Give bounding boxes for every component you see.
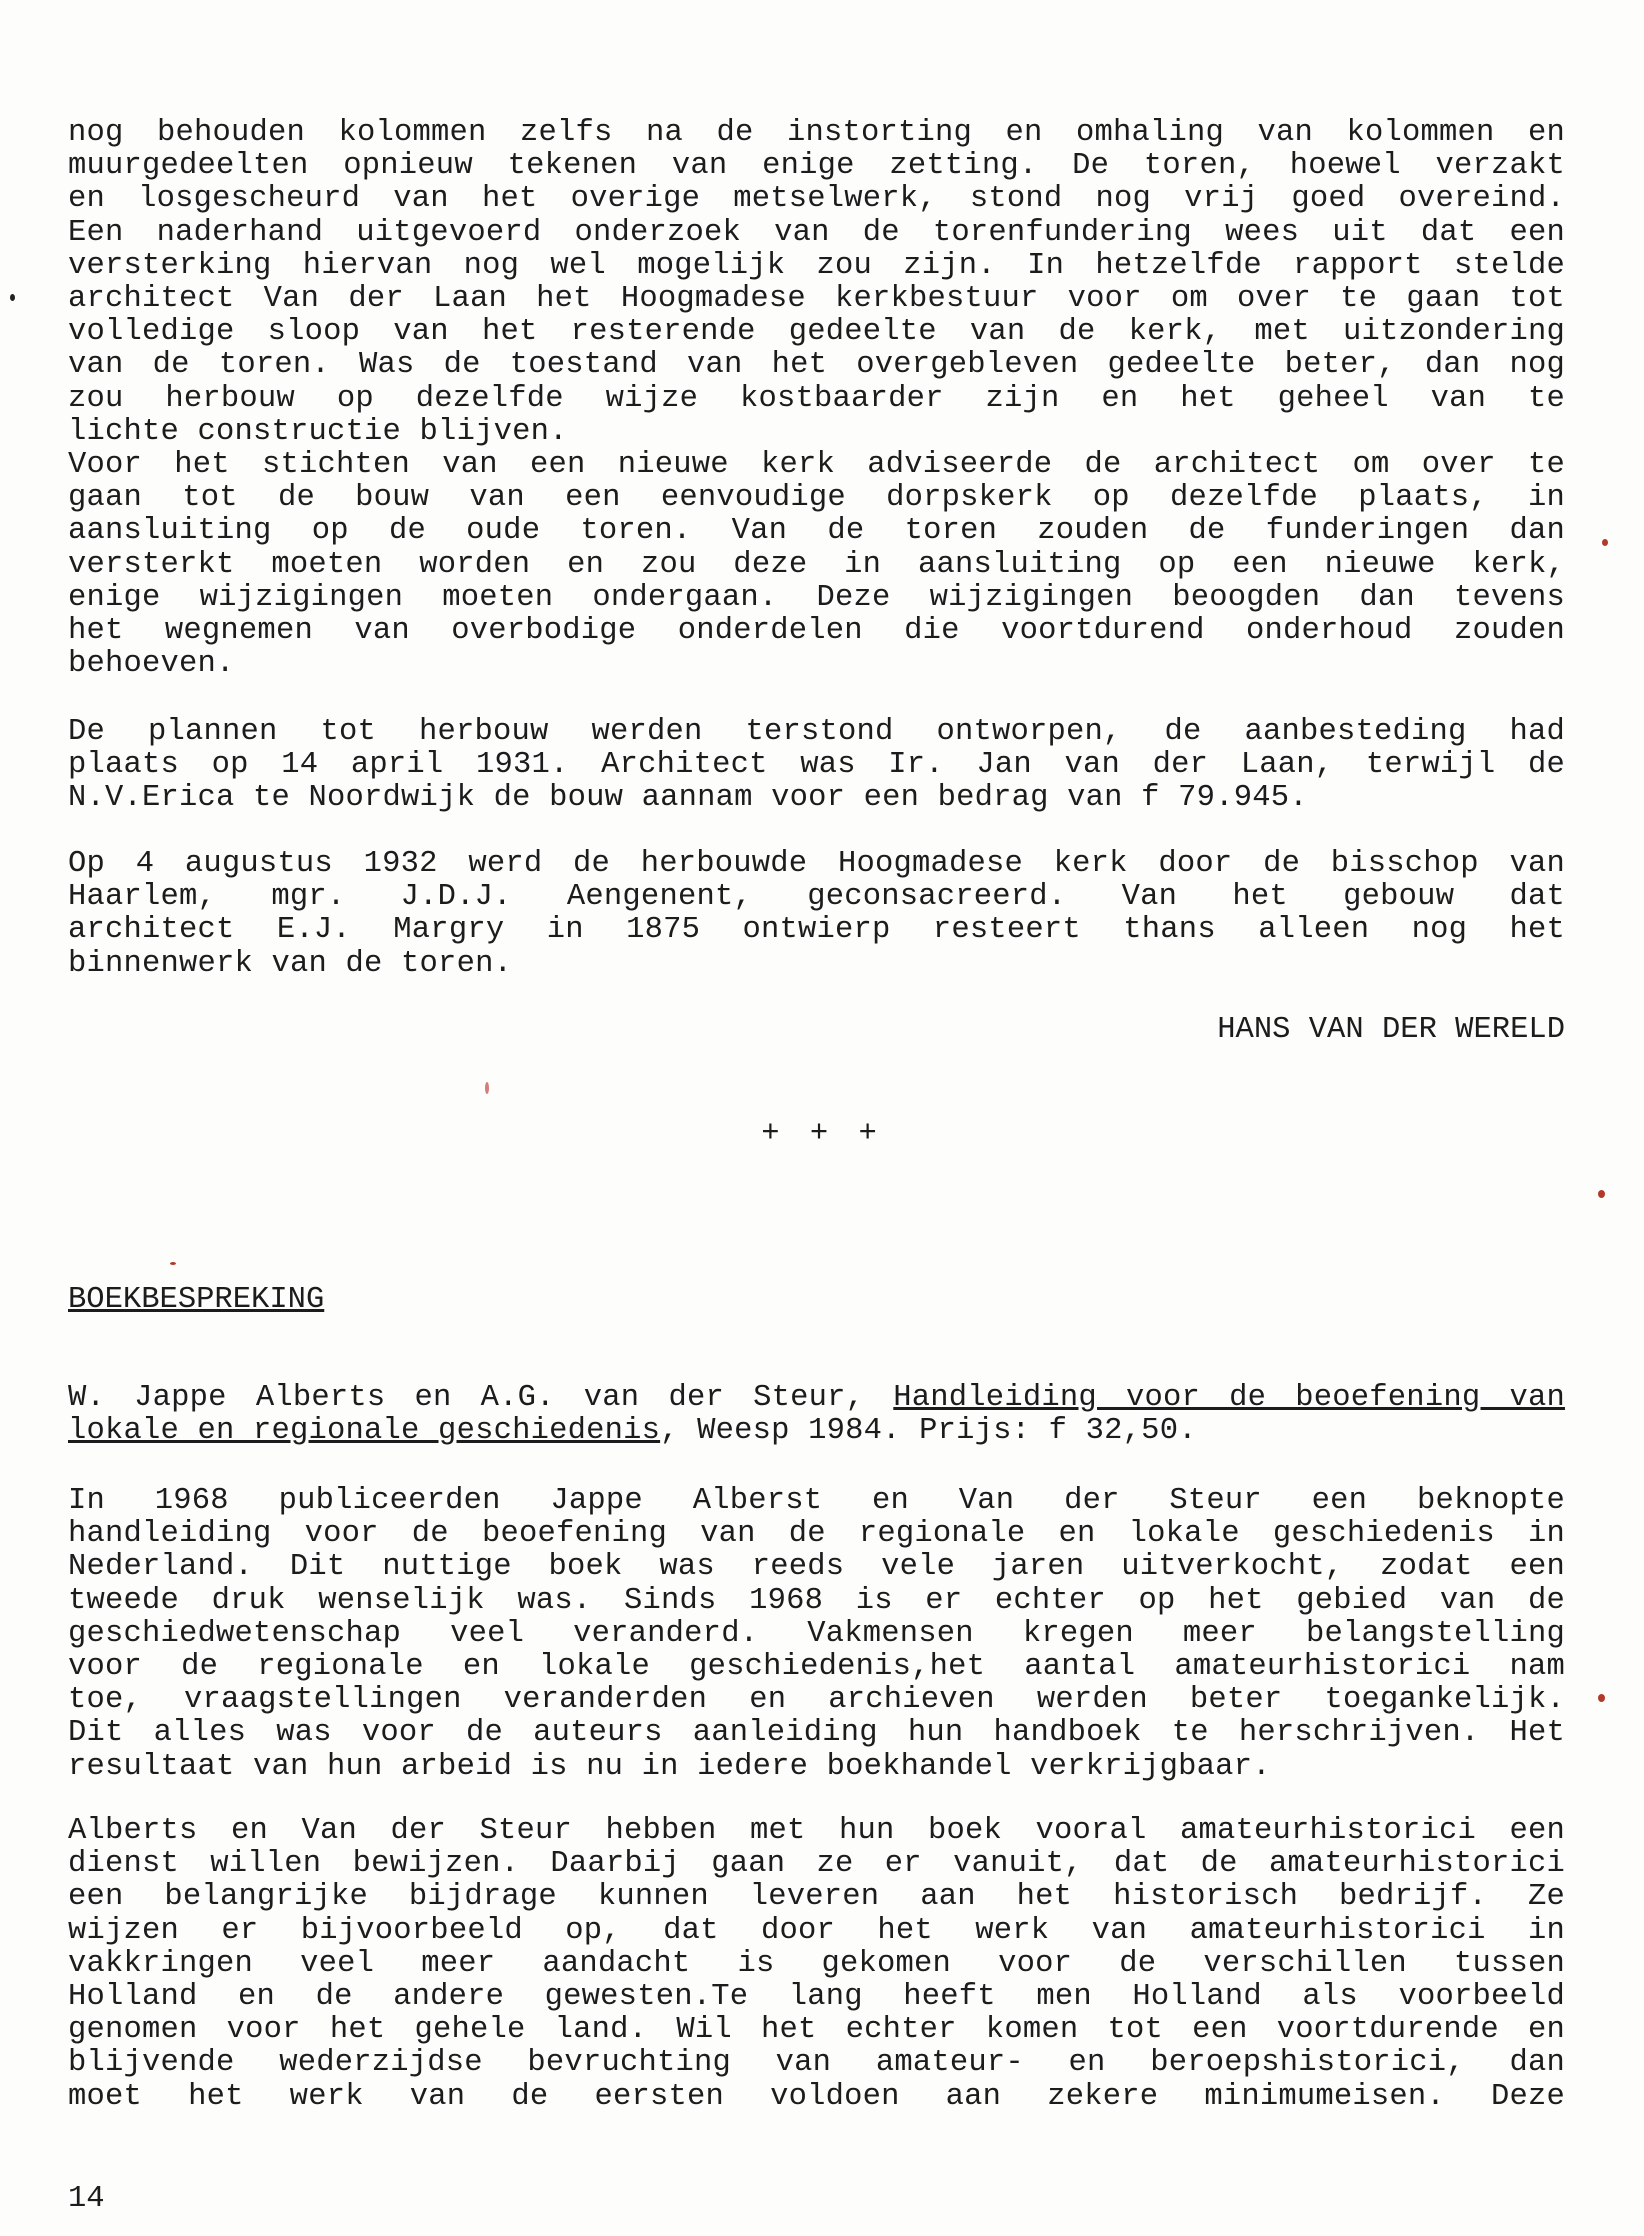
text-line: van de toren. Was de toestand van het overgebleven gedeelte beter, dan nog [68,349,1565,383]
text-line: blijvende wederzijdse bevruchting van amateur- en beroepshistorici, dan [68,2047,1565,2081]
text-line: handleiding voor de beoefening van de regionale en lokale geschiedenis in [68,1518,1565,1552]
text-line: genomen voor het gehele land. Wil het echter komen tot een voortdurende en [68,2014,1565,2048]
text-line: In 1968 publiceerden Jappe Alberst en Van der Steur een beknopte [68,1485,1565,1518]
citation-authors: W. Jappe Alberts en A.G. van der Steur, [68,1382,865,1415]
text-line: geschiedwetenschap veel veranderd. Vakmensen kregen meer belangstelling [68,1617,1565,1651]
ink-speck [485,1082,489,1094]
text-line: vakkringen veel meer aandacht is gekomen voor de verschillen tussen [68,1947,1565,1981]
text-line: Nederland. Dit nuttige boek was reeds vele jaren uitverkocht, zodat een [68,1551,1565,1585]
text-line: Holland en de andere gewesten.Te lang heeft men Holland als voorbeeld [68,1981,1565,2015]
text-line: Dit alles was voor de auteurs aanleiding hun handboek te herschrijven. Het [68,1717,1565,1751]
paragraph-6 [68,1815,1565,2114]
paragraph-5 [68,1485,1565,1784]
citation-rest: , Weesp 1984. Prijs: f 32,50. [660,1415,1197,1449]
text-line: N.V.Erica te Noordwijk de bouw aannam voor een bedrag van f 79.945. [68,782,1308,816]
text-line: enige wijzigingen moeten ondergaan. Deze wijzigingen beoogden dan tevens [68,581,1565,615]
ink-speck [1598,1694,1605,1702]
text-line: architect E.J. Margry in 1875 ontwierp resteert thans alleen nog het [68,914,1565,948]
text-line: Op 4 augustus 1932 werd de herbouwde Hoogmadese kerk door de bisschop van [68,848,1565,881]
text-line: Een naderhand uitgevoerd onderzoek van de torenfundering wees uit dat een [68,216,1565,250]
text-line: versterking hiervan nog wel mogelijk zou zijn. In hetzelfde rapport stelde [68,249,1565,283]
section-heading: BOEKBESPREKING [68,1283,325,1317]
paragraph-4 [68,848,1565,981]
text-line: gaan tot de bouw van een eenvoudige dorpskerk op dezelfde plaats, in [68,482,1565,516]
text-line: en losgescheurd van het overige metselwerk, stond nog vrij goed overeind. [68,183,1565,217]
author-signature: HANS VAN DER WERELD [1217,1013,1565,1047]
text-line: plaats op 14 april 1931. Architect was Ir. Jan van der Laan, terwijl de [68,749,1565,783]
paragraph-3 [68,716,1565,816]
ink-speck [10,294,15,301]
paragraph-1 [68,117,1565,449]
text-line: binnenwerk van de toren. [68,947,513,981]
text-line: nog behouden kolommen zelfs na de instorting en omhaling van kolommen en [68,117,1565,150]
text-line: dienst willen bewijzen. Daarbij gaan ze er vanuit, dat de amateurhistorici [68,1848,1565,1882]
ink-speck [1598,1190,1605,1198]
citation-title-line2: lokale en regionale geschiedenis [68,1415,661,1449]
text-line: wijzen er bijvoorbeeld op, dat door het werk van amateurhistorici in [68,1914,1565,1948]
text-line: het wegnemen van overbodige onderdelen die voortdurend onderhoud zouden [68,615,1565,649]
page-number: 14 [68,2182,105,2216]
text-line: Alberts en Van der Steur hebben met hun boek vooral amateurhistorici een [68,1815,1565,1848]
text-line: zou herbouw op dezelfde wijze kostbaarder zijn en het geheel van te [68,382,1565,416]
text-line: tweede druk wenselijk was. Sinds 1968 is er echter op het gebied van de [68,1584,1565,1618]
paragraph-2 [68,449,1565,681]
text-line: Haarlem, mgr. J.D.J. Aengenent, geconsacreerd. Van het gebouw dat [68,881,1565,915]
text-line: voor de regionale en lokale geschiedenis,het aantal amateurhistorici nam [68,1651,1565,1685]
text-line: een belangrijke bijdrage kunnen leveren aan het historisch bedrijf. Ze [68,1881,1565,1915]
book-citation [68,1382,1565,1448]
text-line: aansluiting op de oude toren. Van de toren zouden de funderingen dan [68,515,1565,549]
ink-speck [170,1262,176,1265]
ink-speck [1602,539,1608,546]
text-line: muurgedeelten opnieuw tekenen van enige zetting. De toren, hoewel verzakt [68,150,1565,184]
text-line: Voor het stichten van een nieuwe kerk adviseerde de architect om over te [68,449,1565,482]
text-line: versterkt moeten worden en zou deze in aansluiting op een nieuwe kerk, [68,548,1565,582]
text-line: resultaat van hun arbeid is nu in iedere boekhandel verkrijgbaar. [68,1750,1271,1784]
text-line: behoeven. [68,648,235,682]
text-line: toe, vraagstellingen veranderden en archieven werden beter toegankelijk. [68,1684,1565,1718]
text-line: volledige sloop van het resterende gedeelte van de kerk, met uitzondering [68,316,1565,350]
citation-title-line1: Handleiding voor de beoefening van [893,1382,1565,1415]
text-line: architect Van der Laan het Hoogmadese kerkbestuur voor om over te gaan tot [68,283,1565,317]
text-line: moet het werk van de eersten voldoen aan zekere minimumeisen. Deze [68,2080,1565,2114]
section-separator: + + + [761,1117,883,1151]
text-line: lichte constructie blijven. [68,415,568,449]
text-line: De plannen tot herbouw werden terstond ontworpen, de aanbesteding had [68,716,1565,749]
